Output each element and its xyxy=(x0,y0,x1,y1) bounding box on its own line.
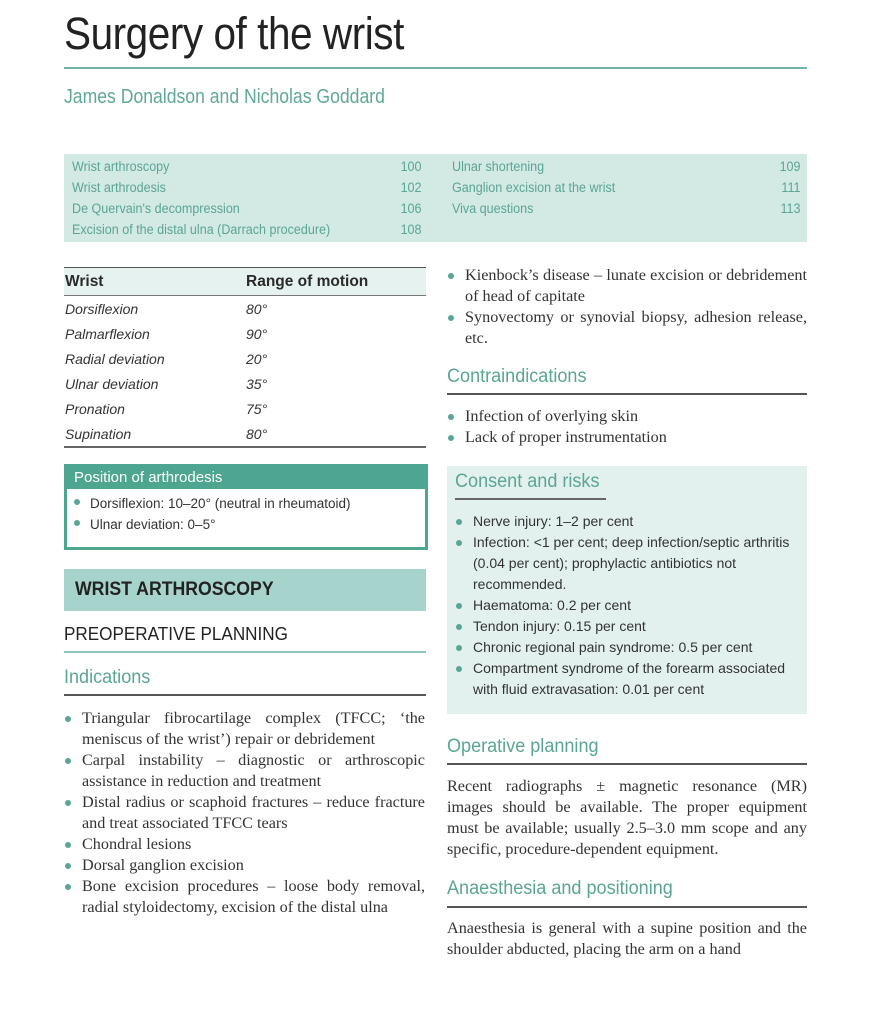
contents-left-column xyxy=(72,159,422,243)
bullet-icon xyxy=(456,540,462,546)
section-title: WRIST ARTHROSCOPY xyxy=(75,579,274,600)
bullet-icon xyxy=(74,499,80,505)
list-item-text: Compartment syndrome of the forearm associated with fluid extravasation: 0.01 per cent xyxy=(473,660,786,697)
list-item xyxy=(447,427,807,448)
contents-item-label: Wrist arthroscopy xyxy=(72,159,170,174)
column-header: Wrist xyxy=(65,272,104,290)
table-cell: Palmarflexion xyxy=(65,325,150,342)
list-item xyxy=(455,637,805,658)
authors: James Donaldson and Nicholas Goddard xyxy=(64,86,385,108)
list-item-text: Dorsal ganglion excision xyxy=(82,856,244,874)
list-item-text: Chronic regional pain syndrome: 0.5 per cent xyxy=(473,639,753,655)
table-header xyxy=(64,268,426,296)
list-item xyxy=(64,834,425,855)
contents-item[interactable] xyxy=(72,201,422,222)
list-item-text: Distal radius or scaphoid fractures – reduce fracture and treat associated TFCC tears xyxy=(82,793,425,832)
bullet-icon xyxy=(448,273,454,279)
list-item xyxy=(447,265,807,307)
contents-item-page: 106 xyxy=(401,201,422,216)
list-item xyxy=(447,307,807,349)
indications-list xyxy=(64,708,425,918)
consent-heading: Consent and risks xyxy=(455,471,600,492)
arthrodesis-position-box xyxy=(64,464,428,550)
section-banner xyxy=(64,569,426,611)
list-item-text: Kienbock’s disease – lunate excision or debridement of head of capitate xyxy=(465,266,807,305)
operative-planning-text: Recent radiographs ± magnetic resonance (MR) images should be available. The proper equipment must be available; usually 2.5–3.0 mm scope and any specific, procedure-dependent equipment. xyxy=(447,777,807,858)
list-item-text: Carpal instability – diagnostic or arthroscopic assistance in reduction and treatment xyxy=(82,751,425,790)
contraindications-heading: Contraindications xyxy=(447,366,587,387)
subsection-heading: PREOPERATIVE PLANNING xyxy=(64,624,288,644)
contents-item-label: Viva questions xyxy=(452,201,534,216)
bullet-icon xyxy=(456,519,462,525)
table-cell: Dorsiflexion xyxy=(65,300,139,317)
risks-list xyxy=(455,511,805,700)
table-cell: 20° xyxy=(246,350,268,367)
contents-item[interactable] xyxy=(452,159,801,180)
bullet-icon xyxy=(65,842,71,848)
table-cell: Radial deviation xyxy=(65,350,165,367)
table-row xyxy=(64,371,426,396)
consent-and-risks-box xyxy=(447,466,807,714)
contents-item[interactable] xyxy=(452,201,801,222)
title-divider xyxy=(64,67,807,69)
list-item xyxy=(455,658,805,700)
bullet-icon xyxy=(448,414,454,420)
contents-item-label: Ganglion excision at the wrist xyxy=(452,180,616,195)
contents-item-page: 113 xyxy=(780,201,801,216)
bullet-icon xyxy=(456,666,462,672)
list-item xyxy=(455,532,805,595)
contents-item[interactable] xyxy=(452,180,801,201)
list-item-text: Synovectomy or synovial biopsy, adhesion release, etc. xyxy=(465,308,807,347)
list-item-text: Infection: <1 per cent; deep infection/septic arthritis (0.04 per cent); prophylactic antibiotics not recommended. xyxy=(473,534,790,592)
bullet-icon xyxy=(456,603,462,609)
contents-item-label: De Quervain's decompression xyxy=(72,201,240,216)
list-item-text: Lack of proper instrumentation xyxy=(465,428,667,446)
anaesthesia-heading: Anaesthesia and positioning xyxy=(447,878,673,899)
bullet-icon xyxy=(456,624,462,630)
table-cell: 75° xyxy=(246,400,268,417)
list-item xyxy=(74,514,425,535)
bullet-icon xyxy=(65,863,71,869)
contents-item[interactable] xyxy=(72,159,422,180)
range-of-motion-table xyxy=(64,267,426,448)
table-cell: 35° xyxy=(246,375,268,392)
table-cell: Supination xyxy=(65,425,132,442)
table-row xyxy=(64,396,426,421)
list-item xyxy=(64,792,425,834)
list-item xyxy=(64,750,425,792)
list-item-text: Haematoma: 0.2 per cent xyxy=(473,597,631,613)
contents-item-page: 109 xyxy=(780,159,801,174)
arthrodesis-list xyxy=(67,493,425,535)
contents-item[interactable] xyxy=(72,222,422,243)
anaesthesia-text: Anaesthesia is general with a supine position and the shoulder abducted, placing the arm on a hand xyxy=(447,919,807,958)
table-cell: 80° xyxy=(246,300,268,317)
operative-planning-heading: Operative planning xyxy=(447,736,599,757)
contents-item-page: 100 xyxy=(401,159,422,174)
bullet-icon xyxy=(448,435,454,441)
list-item-text: Chondral lesions xyxy=(82,835,192,853)
heading-divider xyxy=(447,393,807,395)
contraindications-list xyxy=(447,406,807,448)
bullet-icon xyxy=(456,645,462,651)
column-header: Range of motion xyxy=(246,272,369,290)
bullet-icon xyxy=(65,800,71,806)
table-cell: Pronation xyxy=(65,400,125,417)
contents-item-page: 108 xyxy=(401,222,422,237)
table-cell: Ulnar deviation xyxy=(65,375,159,392)
list-item xyxy=(447,406,807,427)
indications-list-continued xyxy=(447,265,807,349)
heading-divider xyxy=(455,498,606,500)
table-row xyxy=(64,346,426,371)
list-item xyxy=(455,511,805,532)
heading-divider xyxy=(64,694,426,696)
list-item-text: Bone excision procedures – loose body removal, radial styloidectomy, excision of the distal ulna xyxy=(82,877,425,916)
page-title: Surgery of the wrist xyxy=(64,8,404,59)
chapter-contents xyxy=(64,154,807,242)
list-item xyxy=(455,616,805,637)
bullet-icon xyxy=(448,315,454,321)
list-item xyxy=(64,708,425,750)
table-rule xyxy=(64,446,426,448)
list-item xyxy=(64,876,425,918)
bullet-icon xyxy=(74,520,80,526)
list-item xyxy=(64,855,425,876)
contents-item-page: 111 xyxy=(781,180,801,195)
heading-divider xyxy=(447,763,807,765)
list-item-text: Ulnar deviation: 0–5° xyxy=(90,517,216,532)
list-item-text: Dorsiflexion: 10–20° (neutral in rheumatoid) xyxy=(90,496,351,511)
table-row xyxy=(64,321,426,346)
table-row xyxy=(64,421,426,446)
subsection-divider xyxy=(64,651,426,653)
heading-divider xyxy=(447,906,807,908)
contents-item-label: Wrist arthrodesis xyxy=(72,180,166,195)
contents-item-page: 102 xyxy=(401,180,422,195)
table-row xyxy=(64,296,426,321)
box-title: Position of arthrodesis xyxy=(67,467,425,489)
contents-right-column xyxy=(452,159,801,222)
bullet-icon xyxy=(65,758,71,764)
contents-item-label: Ulnar shortening xyxy=(452,159,545,174)
bullet-icon xyxy=(65,884,71,890)
list-item-text: Nerve injury: 1–2 per cent xyxy=(473,513,634,529)
list-item-text: Tendon injury: 0.15 per cent xyxy=(473,618,646,634)
list-item xyxy=(74,493,425,514)
table-cell: 80° xyxy=(246,425,268,442)
contents-item-label: Excision of the distal ulna (Darrach procedure) xyxy=(72,222,331,237)
list-item xyxy=(455,595,805,616)
indications-heading: Indications xyxy=(64,667,151,688)
list-item-text: Triangular fibrocartilage complex (TFCC; ‘the meniscus of the wrist’) repair or debridement xyxy=(82,709,425,748)
table-cell: 90° xyxy=(246,325,268,342)
contents-item[interactable] xyxy=(72,180,422,201)
bullet-icon xyxy=(65,716,71,722)
list-item-text: Infection of overlying skin xyxy=(465,407,639,425)
